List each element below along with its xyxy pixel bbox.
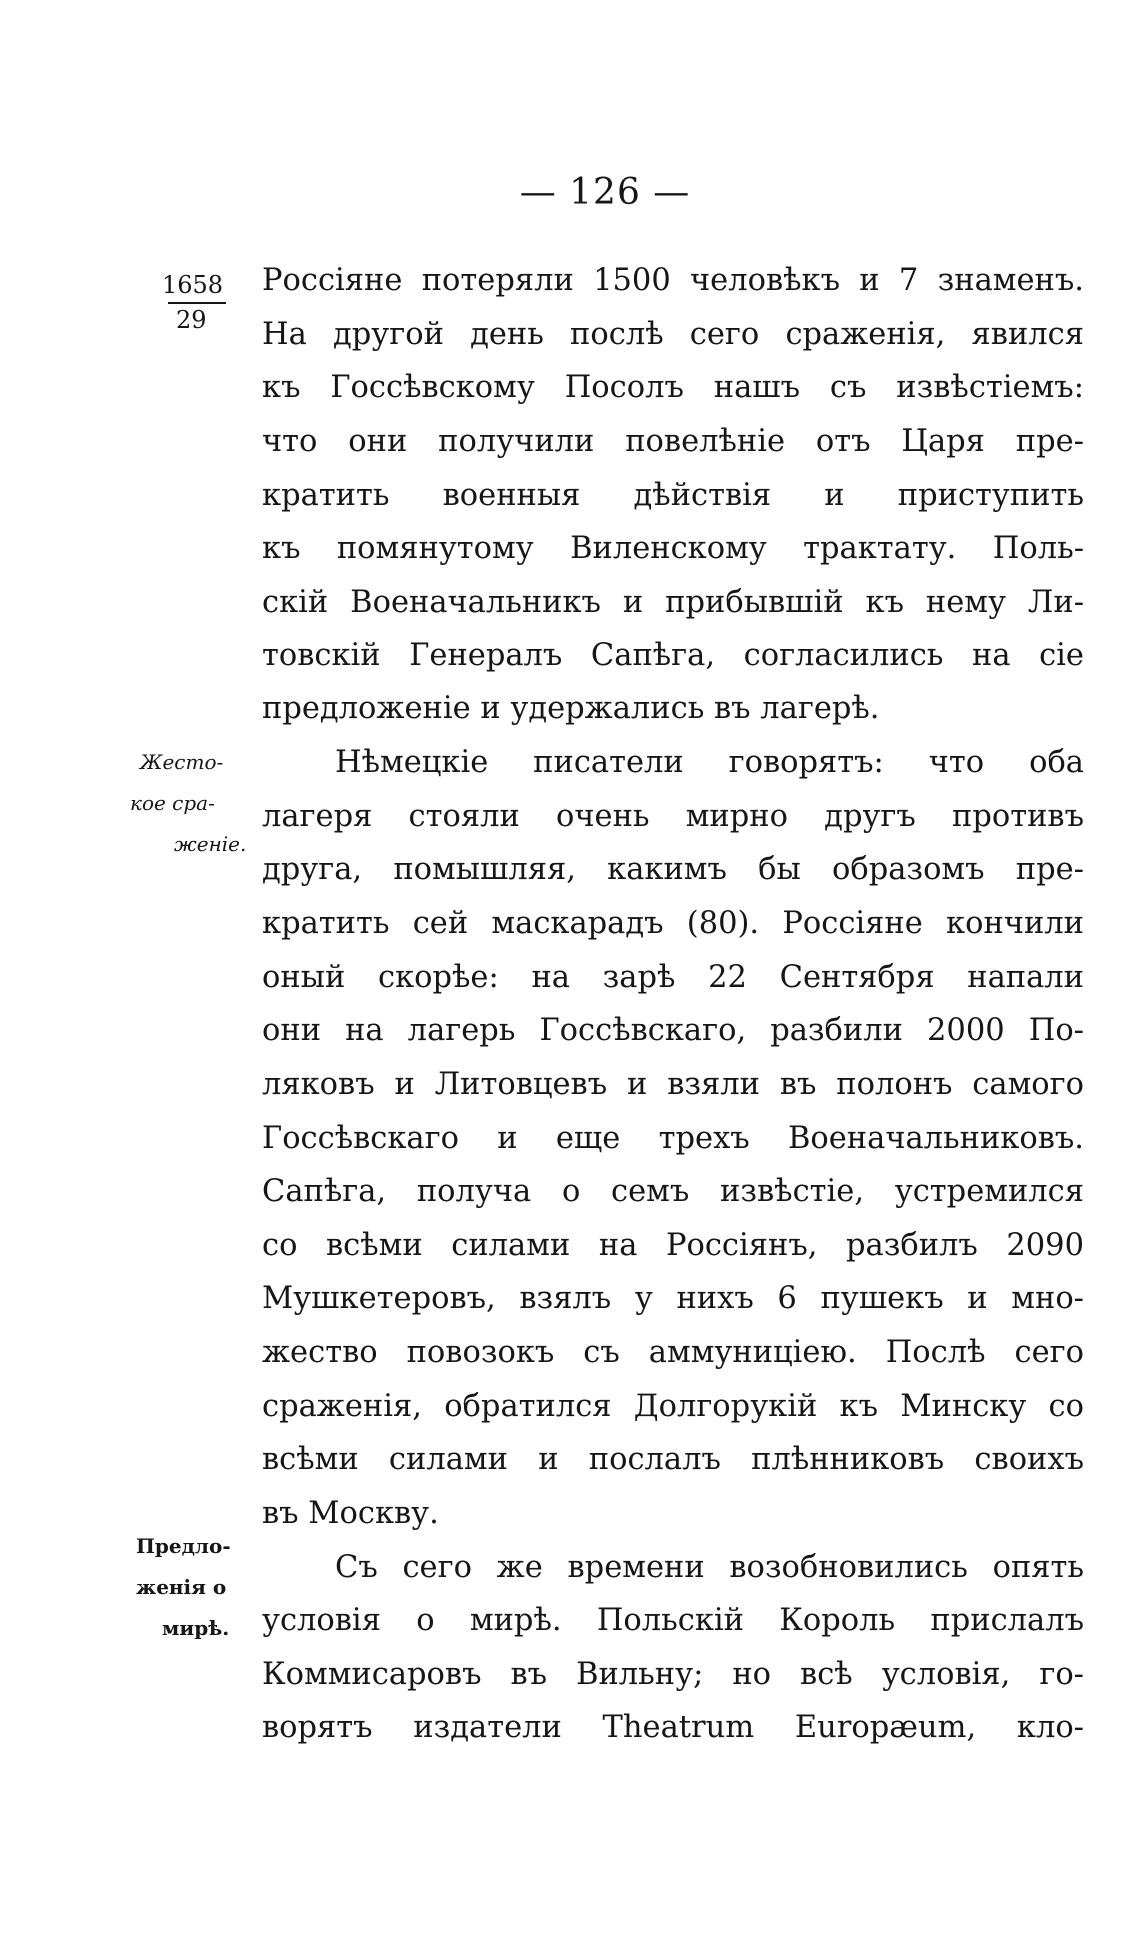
margin-note-1-line-3: женіе.: [174, 832, 247, 856]
text-line: ворятъ издатели Theatrum Europæum, кло-: [262, 1710, 1084, 1745]
text-line: сраженія, обратился Долгорукій къ Минску со: [262, 1389, 1084, 1424]
page-number: — 126 —: [519, 172, 691, 213]
text-line: къ Госсѣвскому Посолъ нашъ съ извѣстіемъ:: [262, 370, 1084, 405]
text-line: друга, помышляя, какимъ бы образомъ пре-: [262, 852, 1084, 887]
text-line: въ Москву.: [262, 1496, 439, 1531]
text-line: кратить военныя дѣйствія и приступить: [262, 478, 1084, 513]
text-line: Съ сего же времени возобновились опять: [335, 1550, 1084, 1585]
text-line: условія о мирѣ. Польскій Король прислалъ: [262, 1603, 1084, 1638]
text-line: они на лагерь Госсѣвскаго, разбили 2000 По-: [262, 1013, 1084, 1048]
text-line: предложеніе и удержались въ лагерѣ.: [262, 691, 880, 726]
margin-year: 1658: [162, 271, 224, 299]
text-line: Госсѣвскаго и еще трехъ Военачальниковъ.: [262, 1121, 1084, 1156]
text-line: скій Военачальникъ и прибывшій къ нему Ли-: [262, 585, 1084, 620]
text-line: Сапѣга, получа о семъ извѣстіе, устремился: [262, 1174, 1084, 1209]
margin-note-1-line-2: кое сра-: [130, 791, 215, 815]
text-line: Россіяне потеряли 1500 человѣкъ и 7 знаменъ.: [262, 263, 1084, 298]
text-line: лагеря стояли очень мирно другъ противъ: [262, 799, 1084, 834]
margin-note-2-line-2: женія о: [136, 1575, 227, 1599]
text-line: жество повозокъ съ аммуниціею. Послѣ сего: [262, 1335, 1084, 1370]
margin-day: 29: [176, 306, 207, 334]
text-line: Нѣмецкіе писатели говорятъ: что оба: [335, 745, 1084, 780]
text-line: товскій Генералъ Сапѣга, согласились на сіе: [262, 638, 1084, 673]
text-line: На другой день послѣ сего сраженія, явился: [262, 317, 1084, 352]
margin-date-rule: [168, 302, 226, 304]
margin-note-2-line-3: мирѣ.: [162, 1616, 230, 1640]
text-line: Мушкетеровъ, взялъ у нихъ 6 пушекъ и мно-: [262, 1281, 1084, 1316]
text-line: ляковъ и Литовцевъ и взяли въ полонъ самого: [262, 1067, 1084, 1102]
text-line: кратить сей маскарадъ (80). Россіяне кончили: [262, 906, 1084, 941]
text-line: всѣми силами и послалъ плѣнниковъ своихъ: [262, 1442, 1084, 1477]
text-line: къ помянутому Виленскому трактату. Поль-: [262, 531, 1084, 566]
text-line: что они получили повелѣніе отъ Царя пре-: [262, 424, 1084, 459]
margin-note-2-line-1: Предло-: [136, 1534, 231, 1558]
text-line: Коммисаровъ въ Вильну; но всѣ условія, го-: [262, 1657, 1084, 1692]
text-line: оный скорѣе: на зарѣ 22 Сентября напали: [262, 960, 1084, 995]
margin-note-1-line-1: Жесто-: [140, 750, 224, 774]
text-line: со всѣми силами на Россіянъ, разбилъ 2090: [262, 1228, 1084, 1263]
